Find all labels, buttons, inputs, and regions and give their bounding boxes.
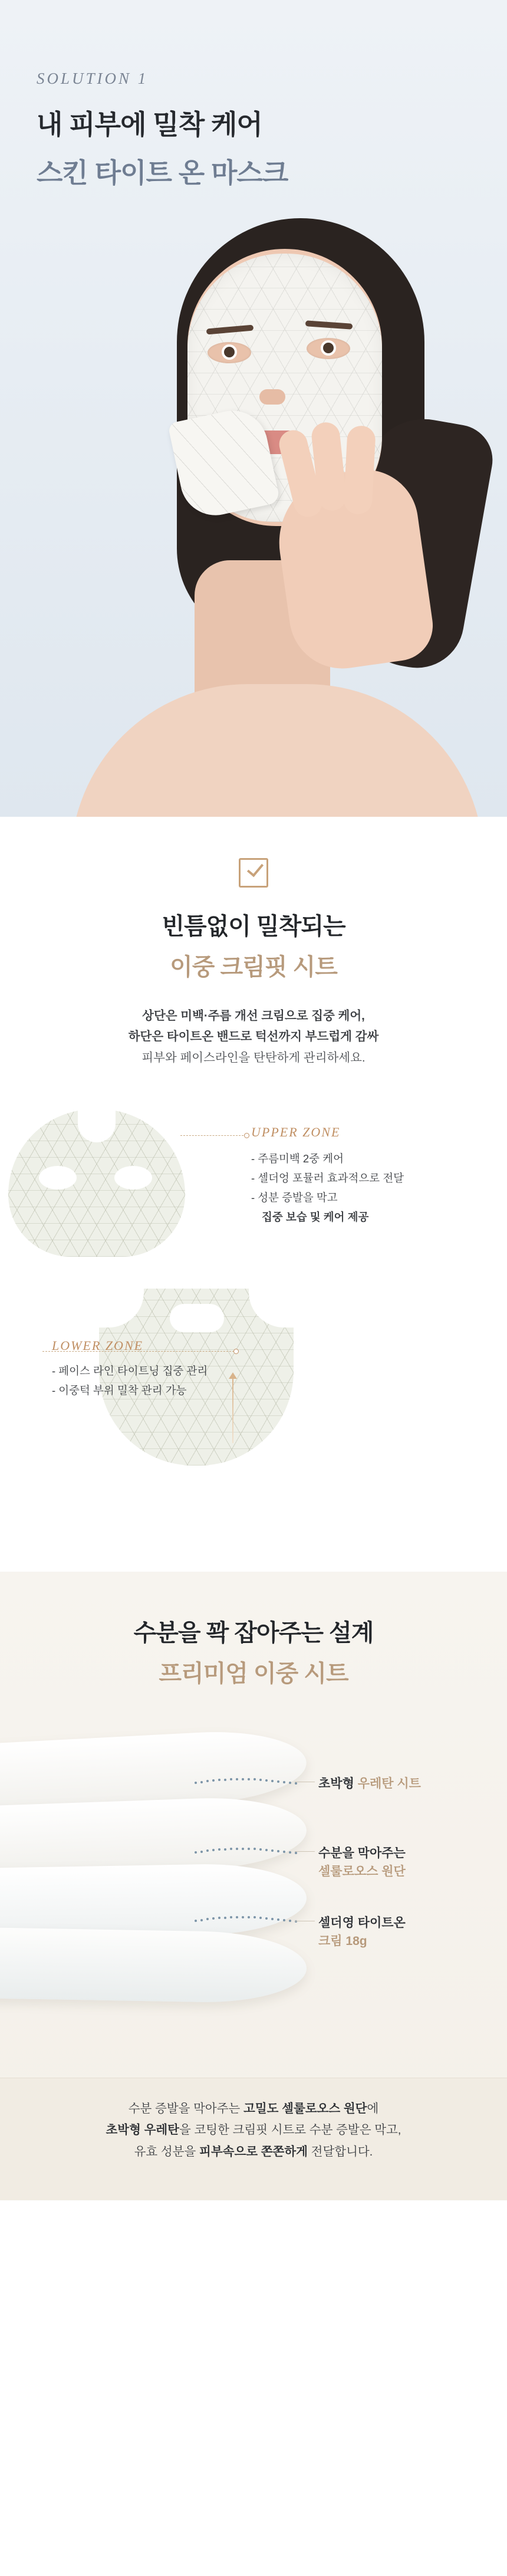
sheet-mouth-hole [170,1304,224,1332]
footer-text: 수분 증발을 막아주는 [128,2101,244,2115]
mask-nose-opening [259,389,285,405]
dot [277,1780,279,1783]
upper-zone-leader-line [180,1135,246,1136]
dot [265,1917,268,1920]
sheet-wing-right [249,1286,295,1328]
lower-zone-list [52,1362,208,1401]
sheet-nose-notch [78,1109,116,1142]
dot [289,1920,291,1922]
dot [206,1918,209,1920]
list-item: - 셀더엉 포뮬러 효과적으로 전달 [251,1171,404,1184]
double-cream-fit-section [0,817,507,1572]
dot [248,1778,250,1780]
model-eye-left [222,344,237,360]
dot [271,1780,274,1782]
dot [289,1782,291,1784]
layer-callout-1 [318,1775,421,1793]
dot [195,1782,197,1784]
sheet-eye-hole-right [114,1166,152,1190]
dot [283,1851,285,1853]
dot [295,1782,297,1785]
footer-text-bold: 고밀도 셀룰로오스 원단 [243,2101,367,2115]
sheet-eye-hole-left [39,1166,77,1190]
section2-desc-line-1: 상단은 미백·주름 개선 크림으로 집중 케어, [142,1009,365,1023]
dot [218,1779,220,1781]
dot [236,1916,238,1918]
model-shoulder [71,684,483,817]
dotted-guide [195,1782,301,1784]
dotted-guide [195,1920,301,1922]
section3-footer-text [0,2078,507,2200]
dot [212,1849,215,1851]
dot [242,1848,244,1850]
lifting-arrow-icon [232,1377,233,1443]
callout-accent-text: 셀룰로오스 원단 [318,1865,406,1879]
callout-leader-line [295,1851,315,1852]
dot [277,1850,279,1852]
list-item: 집중 보습 및 케어 제공 [262,1210,369,1223]
hero-text-block [37,70,288,190]
dot [289,1851,291,1854]
upper-zone-list [251,1149,404,1227]
dot [218,1848,220,1851]
dot [271,1849,274,1852]
section2-description [0,1006,507,1068]
list-item: - 페이스 라인 타이트닝 집중 관리 [52,1364,208,1377]
footer-text: 전달합니다. [307,2144,373,2158]
dot [248,1916,250,1918]
dot [271,1918,274,1920]
dot [218,1917,220,1919]
dot [259,1779,262,1781]
callout-bold-text: 셀더영 타이트온 [318,1915,406,1930]
callout-bold-text: 수분을 막아주는 [318,1846,406,1860]
footer-line-1 [0,2098,507,2120]
dot [242,1916,244,1918]
check-icon [239,858,268,888]
sheet-layer [0,1862,307,1939]
dot [248,1848,250,1850]
dot [283,1781,285,1783]
solution-label: SOLUTION 1 [37,70,149,87]
section3-title-primary: 수분을 꽉 잡아주는 설계 [133,1619,374,1646]
sheet-wing-left [98,1286,144,1328]
dot [206,1780,209,1782]
dot [212,1779,215,1782]
footer-line-3 [0,2141,507,2163]
model-finger [343,425,376,515]
layer-callout-3 [318,1914,406,1951]
sheet-layer-illustration [0,1712,507,2078]
premium-double-sheet-section [0,1572,507,2200]
section2-title-primary: 빈틈없이 밀착되는 [162,914,345,939]
hero-headline-secondary: 스킨 타이트 온 마스크 [37,157,288,188]
dot [283,1919,285,1921]
upper-zone-label: UPPER ZONE [251,1124,341,1139]
dot [259,1917,262,1919]
hero-section [0,0,507,817]
section2-desc-line-2: 하단은 타이트온 밴드로 턱선까지 부드럽게 감싸 [128,1030,379,1044]
section3-title-secondary: 프리미엄 이중 시트 [159,1660,348,1687]
callout-bold-text: 초박형 [318,1776,354,1790]
footer-text-bold: 피부속으로 쫀쫀하게 [199,2144,308,2158]
dot [224,1848,226,1851]
dot [200,1781,203,1783]
dotted-guide [195,1851,301,1854]
footer-text: 유효 성분을 [134,2144,200,2158]
footer-text: 에 [367,2101,379,2115]
dot [236,1778,238,1780]
layer-callout-2 [318,1844,406,1881]
dot [200,1919,203,1921]
sheet-layer [0,1795,308,1877]
lower-zone-label: LOWER ZONE [52,1338,144,1353]
callout-accent-text: 우레탄 시트 [357,1776,421,1790]
dot [236,1848,238,1850]
footer-text: 을 코팅한 크림핏 시트로 수분 증발은 막고, [179,2123,401,2137]
list-item: - 성분 증발을 막고 [251,1191,338,1204]
dot [224,1917,226,1919]
mask-zone-diagram [0,1088,507,1519]
dot [259,1848,262,1851]
section2-title-secondary: 이중 크림핏 시트 [170,954,337,980]
list-item: - 이중턱 부위 밀착 관리 가능 [52,1384,187,1397]
dot [295,1852,297,1854]
sheet-layer [0,1927,307,2004]
dot [195,1920,197,1922]
dot [265,1849,268,1851]
upper-zone-leader-dot [244,1133,249,1138]
footer-text-bold: 초박형 우레탄 [106,2123,179,2137]
dot [206,1849,209,1852]
dot [242,1778,244,1780]
footer-line-2 [0,2120,507,2141]
dot [195,1851,197,1854]
dot [212,1917,215,1920]
dot [265,1779,268,1782]
model-eye-right [321,340,336,356]
lower-zone-leader-dot [233,1349,239,1354]
list-item: - 주름미백 2중 케어 [251,1152,344,1165]
section2-desc-line-3: 피부와 페이스라인을 탄탄하게 관리하세요. [141,1050,366,1064]
callout-accent-text: 크림 18g [318,1934,367,1949]
dot [224,1779,226,1781]
hero-headline-primary: 내 피부에 밀착 케어 [37,109,262,140]
hero-model-photo [0,195,507,817]
upper-sheet-illustration [8,1109,185,1257]
dot [200,1851,203,1853]
dot [277,1918,279,1921]
